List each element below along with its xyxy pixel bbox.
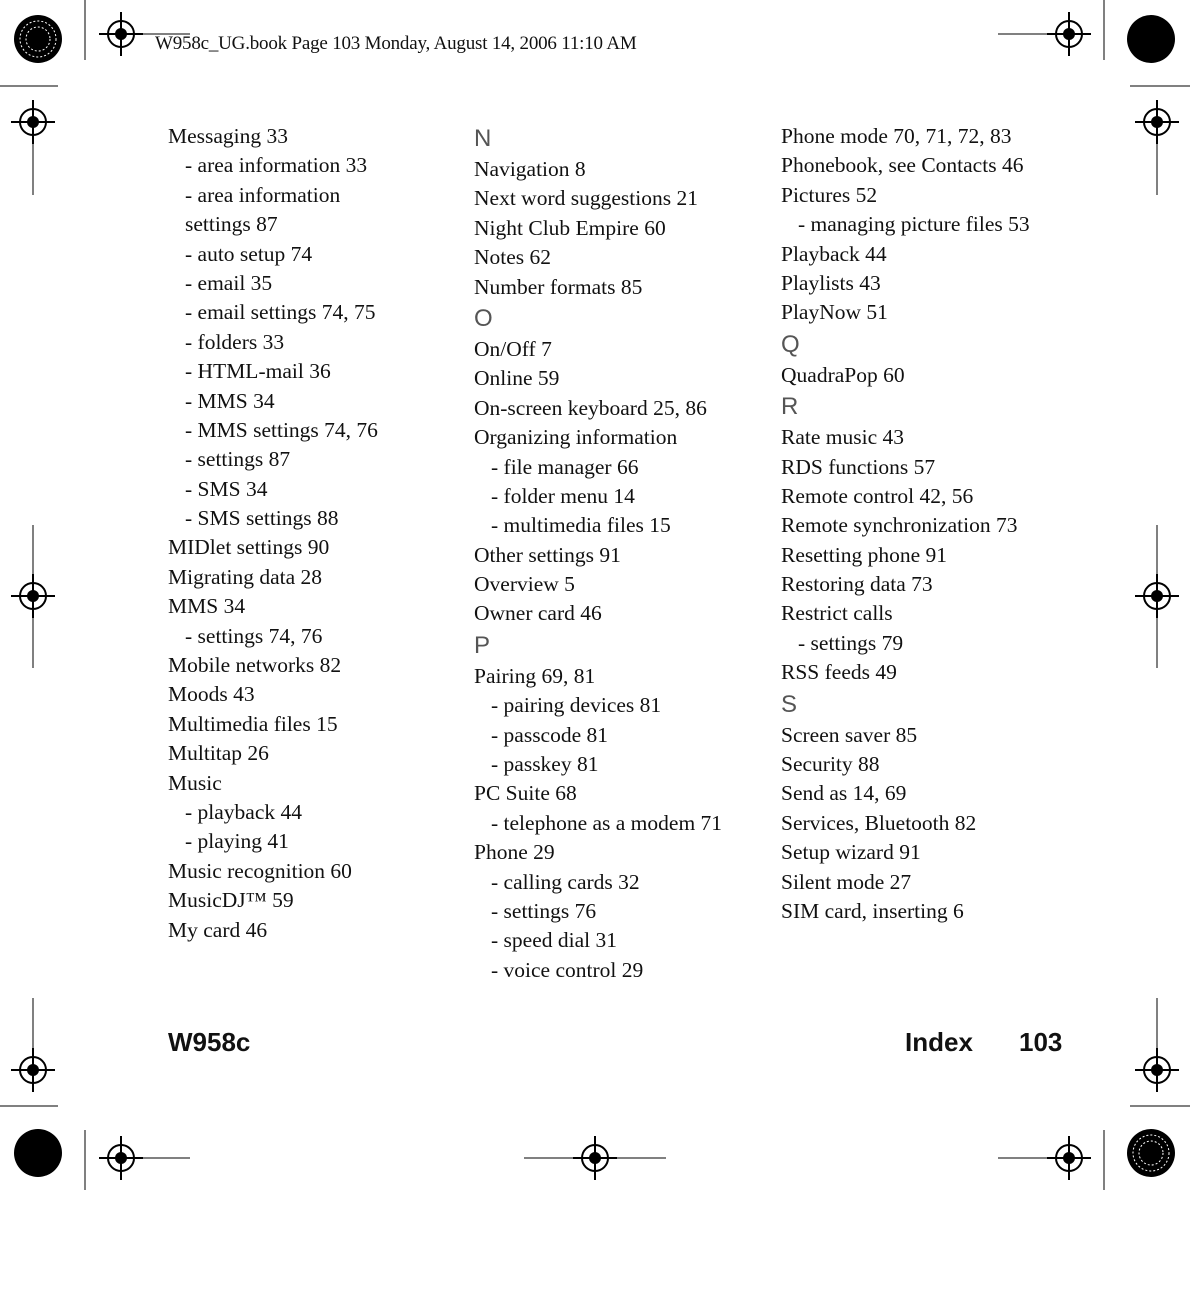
index-subentry: - MMS settings 74, 76 [185,417,378,442]
index-entry: Music recognition 60 [168,858,352,883]
index-entry: Phonebook, see Contacts 46 [781,153,1024,178]
index-column-1 [168,122,468,945]
index-entry: Restrict calls [781,601,893,626]
index-subentry: - telephone as a modem 71 [491,810,723,835]
index-subentry: - SMS 34 [185,476,268,501]
index-entry: On-screen keyboard 25, 86 [474,395,707,420]
index-entry: Moods 43 [168,682,255,707]
index-entry: Navigation 8 [474,157,586,181]
index-entry: Playback 44 [781,241,887,266]
index-letter-heading: P [474,631,491,659]
index-entry: Rate music 43 [781,425,905,450]
index-entry: Remote control 42, 56 [781,483,974,508]
starburst-mark-top-left [14,15,62,63]
index-subentry: settings 87 [185,212,278,237]
index-entry: Other settings 91 [474,542,621,567]
crosshair-mark-left-middle [11,574,55,618]
crosshair-mark-bottom-right [1047,1136,1091,1180]
index-entry: Phone 29 [474,840,555,865]
index-subentry: - settings 87 [185,447,291,472]
index-subentry: - playback 44 [185,799,303,824]
index-entry: Mobile networks 82 [168,653,342,678]
index-entry: Next word suggestions 21 [474,186,698,211]
index-letter-heading: N [474,125,492,152]
index-entry: Multimedia files 15 [168,711,338,736]
solid-mark-bottom-left [14,1129,62,1177]
crosshair-mark-right-middle [1135,574,1179,618]
footer-section-title: Index [905,1027,973,1057]
footer-model-name: W958c [168,1027,251,1057]
index-entry: MMS 34 [168,594,246,619]
index-subentry: - multimedia files 15 [491,513,671,538]
index-subentry: - auto setup 74 [185,241,313,266]
index-entry: Setup wizard 91 [781,840,921,865]
index-subentry: - calling cards 32 [491,869,640,894]
index-letter-heading: S [781,690,798,718]
index-entry: Organizing information [474,425,678,450]
index-entry: Multitap 26 [168,741,269,766]
index-letter-heading: R [781,393,799,421]
index-entry: Messaging 33 [168,124,289,148]
index-entry: PlayNow 51 [781,300,888,325]
index-column-3 [781,122,1081,926]
index-subentry: - folder menu 14 [491,483,635,508]
index-subentry: - playing 41 [185,829,289,854]
index-entry: QuadraPop 60 [781,362,905,387]
index-entry: SIM card, inserting 6 [781,898,964,923]
index-subentry: - email 35 [185,270,273,295]
index-entry: Night Club Empire 60 [474,215,666,240]
index-entry: Resetting phone 91 [781,542,948,567]
index-entry: Notes 62 [474,245,552,270]
index-entry: Security 88 [781,752,880,777]
index-entry: Music [168,770,222,795]
index-subentry: - pairing devices 81 [491,693,662,718]
index-subentry: - passkey 81 [491,752,599,777]
index-subentry: - settings 79 [798,630,904,655]
index-entry: Screen saver 85 [781,722,918,747]
index-entry: My card 46 [168,917,268,942]
index-subentry: - SMS settings 88 [185,506,339,531]
index-subentry: - folders 33 [185,329,285,354]
crosshair-mark-right-lower [1135,1048,1179,1092]
index-entry: Overview 5 [474,572,575,597]
index-subentry: - settings 74, 76 [185,623,323,648]
index-entry: MIDlet settings 90 [168,535,330,560]
index-entry: Services, Bluetooth 82 [781,810,977,835]
index-entry: Restoring data 73 [781,572,933,597]
index-subentry: - passcode 81 [491,722,609,747]
index-subentry: - voice control 29 [491,957,644,982]
index-letter-heading: O [474,304,493,332]
index-entry: Pictures 52 [781,182,878,207]
starburst-mark-bottom-right [1127,1129,1175,1177]
index-entry: Pairing 69, 81 [474,663,596,688]
index-entry: Send as 14, 69 [781,781,907,806]
index-entry: On/Off 7 [474,336,552,361]
index-subentry: - settings 76 [491,898,597,923]
footer-page-number: 103 [1019,1027,1063,1057]
index-entry: Playlists 43 [781,270,881,295]
index-letter-heading: Q [781,330,800,358]
index-subentry: - managing picture files 53 [798,212,1030,237]
index-column-2 [474,122,774,985]
crosshair-mark-left-lower [11,1048,55,1092]
index-entry: Phone mode 70, 71, 72, 83 [781,124,1012,148]
index-subentry: - MMS 34 [185,388,275,413]
solid-mark-top-right [1127,15,1175,63]
index-entry: RDS functions 57 [781,454,936,479]
index-entry: Silent mode 27 [781,869,912,894]
index-entry: Remote synchronization 73 [781,513,1018,538]
index-entry: Owner card 46 [474,601,602,626]
index-entry: MusicDJ™ 59 [168,888,294,913]
index-subentry: - area information [185,182,341,207]
crosshair-mark-top-right [1047,12,1091,56]
index-entry: Online 59 [474,366,560,391]
index-subentry: - email settings 74, 75 [185,300,376,325]
print-slug: W958c_UG.book Page 103 Monday, August 14, 2006 11:10 AM [155,33,637,54]
index-subentry: - file manager 66 [491,454,639,479]
index-subentry: - HTML-mail 36 [185,359,331,384]
index-entry: PC Suite 68 [474,781,577,806]
crosshair-mark-bottom-center [573,1136,617,1180]
index-subentry: - speed dial 31 [491,928,617,953]
index-entry: Migrating data 28 [168,564,323,589]
index-subentry: - area information 33 [185,153,368,178]
index-entry: Number formats 85 [474,274,643,299]
index-entry: RSS feeds 49 [781,660,897,685]
